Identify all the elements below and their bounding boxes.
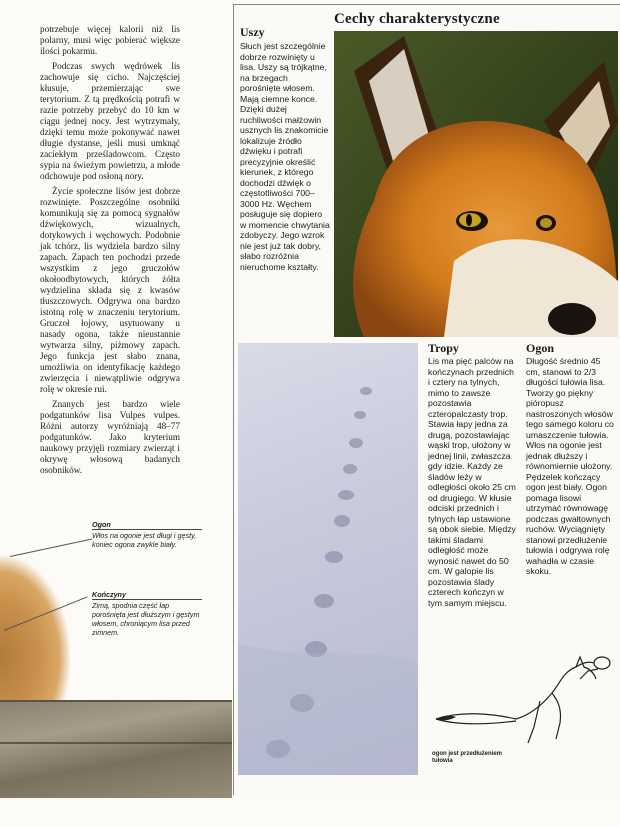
fox-head-photo [334, 31, 618, 337]
paragraph: Życie społeczne lisów jest dobrze rozwinięte. Poszczególne osobniki komunikują się za pomocą sygnałów dźwiękowych, wizualnych, dotykowych i węchowych. Podobnie jak tchórz, lis wydziela bardzo silny zapach. Zapach ten pochodzi przede wszystkim z jego gruczołów okołoodbytowych, których żółta wydzielina składa się z kwasów tłuszczowych. Odgrywa ona bardzo istotną rolę w znaczeniu terytorium. Gruczoł łojowy, usytuowany u nasady ogona, także nieustannie wytwarza silny, piżmowy zapach. Jego funkcja jest słabo znana, umożliwia on identyfikację każdego zwierzęcia i niewątpliwie odgrywa rolę w okresie rui. [40, 186, 180, 394]
wood-log-photo [0, 700, 232, 798]
section-title-ogon: Ogon [526, 341, 555, 355]
callout-title: Ogon [92, 520, 202, 530]
callout-title: Kończyny [92, 590, 202, 600]
section-title-tropy: Tropy [428, 341, 459, 355]
panel-title: Cechy charakterystyczne [334, 11, 500, 27]
fox-head-illustration [334, 31, 618, 337]
characteristics-panel [233, 4, 620, 795]
section-text-ogon: Długość średnio 45 cm, stanowi to 2/3 długości tułowia lisa. Tworzy go piękny pióropusz nastroszonych włosów tego samego koloru co umaszczenie tułowia. Włos na ogonie jest jednak dłuższy i równomiernie ułożony. Pędzelek kończący ogon jest biały. Ogon pomaga lisowi utrzymać równowagę podczas gwałtownych ruchów. Wyciągnięty stanowi przedłużenie tułowia i odgrywa rolę wahadła w czasie skoku. [526, 356, 614, 576]
section-text-uszy: Słuch jest szczególnie dobrze rozwinięty u lisa. Uszy są trójkątne, na brzegach porośnięte włosem. Mają ciemne konce. Dzięki dużej ruchliwości małżowin usznych lis znakomicie lokalizuje źródło dźwięku i potrafi precyzyjnie określić kierunek, z którego dochodzi dźwięk o częstotliwości 700–3000 Hz. Węchem posługuje się dopiero w momencie chwytania zdobyczy. Jego wzrok nie jest już tak dobry, słabo rozróżnia nieruchome kształty. [240, 41, 330, 272]
callout-line [10, 539, 92, 557]
left-text-column [40, 24, 180, 480]
paragraph: Podczas swych wędrówek lis zachowuje się cicho. Najczęściej kłusuje, przemierzając swe terytorium. Z tą prędkością potrafi w razie potrzeby przebyć do 10 km w ciągu jednej nocy. Jest wytrzymały, dzięki temu może pokonywać nawet długie dystanse, jeśli musi umknąć zaciekłym prześladowcom. Często sypia na świeżym powietrzu, a młode odchowuje pod osłoną nory. [40, 61, 180, 181]
fox-tracks-illustration [238, 343, 418, 775]
paragraph: potrzebuje więcej kalorii niż lis polarny, musi więc pobierać większe ilości pokarmu. [40, 24, 180, 56]
paragraph: Znanych jest bardzo wiele podgatunków lisa Vulpes vulpes. Różni autorzy wyróżniają 48–77 podgatunków. Jako kryterium naukowy przyjęli rozmiary zwierząt i okrywę włosową badanych osobników. [40, 399, 180, 475]
callout-text: Włos na ogonie jest długi i gęsty, koniec ogona zwykle biały. [92, 531, 197, 549]
callout-konczyny [92, 590, 202, 637]
sketch-caption: ogon jest przedłużeniem tułowia [432, 751, 503, 764]
fox-tracks-snow-photo [238, 343, 418, 775]
section-text-tropy: Lis ma pięć palców na kończynach przednich i cztery na tylnych, mimo to zawsze pozostawia czteropalczasty trop. Stawia łapy jedna za drugą, pozostawiając wąski trop, ułożony w jednej linii, zwłaszcza gdy idzie. Każdy ze śladów leży w odległości około 25 cm od drugiego. W kłusie odciski przednich i tylnych łap ustawione są obok siebie. Między takimi śladami odległość może wynosić nawet do 50 cm. W galopie lis pozostawia ślady czterech kończyn w tym samym miejscu. [428, 356, 516, 608]
callout-text: Zimą, spodnia część łap porośnięta jest dłuższym i gęstym włosem, chroniącym lisa przed zimnem. [92, 601, 200, 637]
section-title-uszy: Uszy [240, 25, 265, 39]
fox-leaping-sketch [430, 649, 614, 749]
callout-ogon [92, 520, 202, 549]
